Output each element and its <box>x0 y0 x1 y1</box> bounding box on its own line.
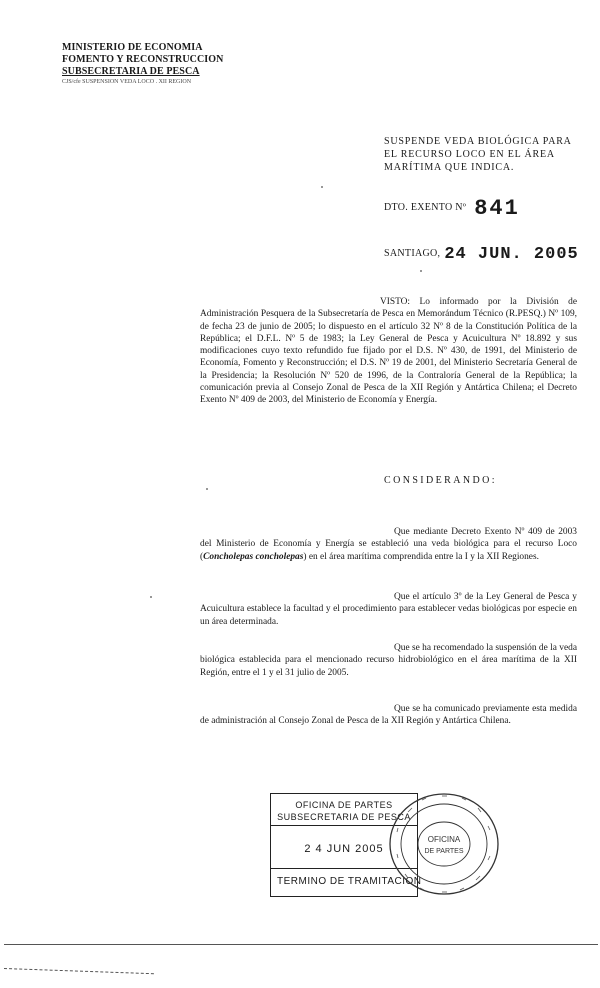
place-date-block <box>384 243 579 264</box>
stamp-date: 2 4 JUN 2005 <box>304 843 384 855</box>
ministry-name: MINISTERIO DE ECONOMIA <box>62 42 203 53</box>
paragraph-text: Que mediante Decreto Exento Nº 409 de 2003 del Ministerio de Economía y Energía se estableció una veda biológica para el recurso Loco ( <box>200 527 577 562</box>
considerando-paragraph: Que se ha comunicado previamente esta medida de administración al Consejo Zonal de Pesca de la XII Región y Antártica Chilena. <box>200 704 577 727</box>
considerando-paragraph <box>200 526 577 563</box>
seal-center-line: OFICINA <box>427 835 461 844</box>
subsecretaria-name: SUBSECRETARIA DE PESCA <box>62 66 200 77</box>
official-seal <box>386 790 502 898</box>
city-label: SANTIAGO, <box>384 248 441 259</box>
subject-line: MARÍTIMA QUE INDICA. <box>384 162 515 173</box>
stamp-office: OFICINA DE PARTES <box>295 800 393 810</box>
subject-line: SUSPENDE VEDA BIOLÓGICA PARA <box>384 136 572 147</box>
species-name: Concholepas concholepas <box>203 551 304 562</box>
considerando-paragraph: Que el artículo 3º de la Ley General de Pesca y Acuicultura establece la facultad y el procedimiento para establecer vedas biológicas por especie en un área determinada. <box>200 592 577 627</box>
bottom-rule <box>4 944 598 945</box>
paragraph-text: ) en el área marítima comprendida entre la I y la XII Regiones. <box>303 551 539 562</box>
decree-number-block <box>384 196 520 221</box>
seal-center-line: DE PARTES <box>424 848 464 855</box>
date-stamp: 24 JUN. 2005 <box>444 245 579 264</box>
subject-line: EL RECURSO LOCO EN EL ÁREA <box>384 149 555 160</box>
visto-paragraph: VISTO: Lo informado por la División de Administración Pesquera de la Subsecretaría de Pesca en Memorándum Técnico (R.PESQ.) Nº 109, de fecha 23 de junio de 2005; lo dispuesto en el artículo 32 Nº 8 de la Constitución Política de la República; el D.F.L. Nº 5 de 1983; la Ley General de Pesca y Acuicultura Nº 18.892 y sus modificaciones cuyo texto refundido fue fijado por el D.S. Nº 430, de 1991, del Ministerio de Economía, Fomento y Reconstrucción; el D.S. Nº 19 de 2001, del Ministerio Secretaría General de la Presidencia; la Resolución Nº 520 de 1996, de la Contraloría General de la República; la comunicación previa al Consejo Zonal de Pesca de la XII Región y Antártica Chilena; el Decreto Exento Nº 409 de 2003, del Ministerio de Economía y Energía. <box>200 297 577 406</box>
ministry-subtitle: FOMENTO Y RECONSTRUCCION <box>62 54 224 65</box>
seal-graphic <box>386 790 502 898</box>
dashed-rule <box>4 968 154 974</box>
stamp-subsecretaria: SUBSECRETARIA DE PESCA <box>277 812 411 822</box>
document-reference: CJS/cfe SUSPENSION VEDA LOCO . XII REGION <box>62 79 192 85</box>
decree-number: 841 <box>474 196 520 221</box>
ministry-header <box>62 42 282 86</box>
decree-subject <box>384 135 574 174</box>
considerando-paragraph: Que se ha recomendado la suspensión de la veda biológica establecida para el mencionado recurso hidrobiológico en el área marítima de la XII Región, entre el 1 y el 31 julio de 2005. <box>200 643 577 678</box>
considerando-heading: CONSIDERANDO: <box>384 475 497 486</box>
stamp-footer: TERMINO DE TRAMITACION <box>277 876 422 887</box>
decree-label: DTO. EXENTO Nº <box>384 202 467 213</box>
